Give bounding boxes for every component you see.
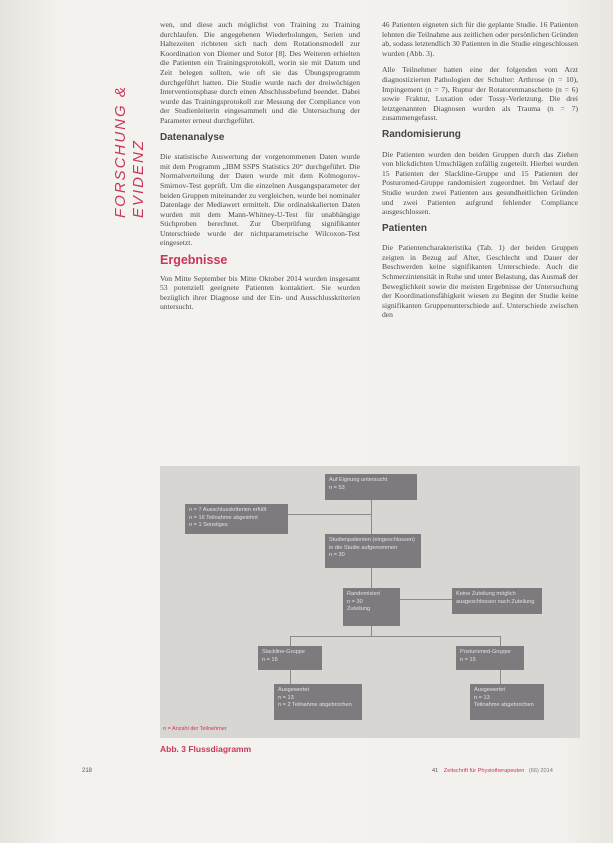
flow-box-text: n = 2 Teilnahme abgebrochen [278,702,352,709]
flowchart-panel [160,466,580,738]
journal-footer [432,768,553,774]
heading-datenanalyse: Datenanalyse [160,131,225,143]
flow-connector [288,514,372,515]
flow-box-text: in die Studie aufgenommen [329,544,398,551]
flow-box-analyzed-right [470,684,544,720]
flow-box-analyzed-left [274,684,362,720]
figure-caption: Abb. 3 Flussdiagramm [160,744,252,754]
flow-box-text: n = 15 [262,656,278,663]
paragraph: wen, und diese auch möglichst von Training zu Training durchlaufen. Die angegebenen Wiederholungen, Serien und Haltezeiten richteten sich nach dem Rotationsmodell zur Koordination von Diemer und Sutor [8]. Des Weiteren erhielten die Patienten ein Trainingsprotokoll, worin sie mit Datum und Zeit belegen sollten, wie oft sie das Übungsprogramm durchgeführt hatten. Die Studie wurde nach der dreiwöchigen Interventionsphase durch einen Abschlussbefund beendet. Dabei wurde das Trainingsprotokoll zur Messung der Compliance von der Studienleiterin eingesammelt und die Untersuchung der Parameter erneut durchgeführt. [160,20,360,125]
paragraph: 46 Patienten eigneten sich für die geplante Studie. 16 Patienten lehnten die Teilnahme aus zeitlichen oder persönlichen Gründen ab, sodass letztendlich 30 Patienten in die Studie eingeschlossen wurden (Abb. 3). [382,20,578,58]
flow-box-text: n = 30 [329,552,345,559]
flow-box-text: n = 16 Teilnahme abgelehnt [189,514,258,521]
flow-connector [290,636,500,637]
footer-page-number: 41 [432,768,439,774]
heading-ergebnisse: Ergebnisse [160,253,228,268]
right-column [382,20,578,327]
figure-note: n = Anzahl der Teilnehmer [163,726,227,732]
left-column [160,20,360,319]
flow-box-text: n = 53 [329,484,345,491]
flow-box-screened [325,474,417,500]
flow-box-randomized [343,588,400,626]
flow-box-text: n = 7 Ausschlusskriterien erfüllt [189,507,267,513]
heading-randomisierung: Randomisierung [382,128,461,140]
flow-box-text: Teilnahme abgebrochen [474,702,534,709]
flow-box-text: Ausgewertet [474,687,506,693]
flow-box-text: Zuteilung [347,606,371,613]
paragraph: Die statistische Auswertung der vorgenommenen Daten wurde mit dem Programm „IBM SSPS Statistics 20“ durchgeführt. Die Normalverteilung der Daten wurde mit dem Kolmogorov-Smirnov-Test geprüft. Um die einzelnen Ausgangsparameter der beiden Gruppen miteinander zu vergleichen, wurde bei nominaler Datenlage der Mediawert ermittelt. Die ordinalskalierten Daten wurden mit dem Mann-Whitney-U-Test für unabhängige Stichproben berechnet. Zur Überprüfung signifikanter Unterschiede wurde der nichtparametrische Wilcoxon-Test eingesetzt. [160,152,360,248]
paragraph: Alle Teilnehmer hatten eine der folgenden vom Arzt diagnostizierten Pathologien der Schulter: Arthrose (n = 10), Impingement (n = 7), Ruptur der Rotatorenmanschette (n = 6) sowie Fraktur, Luxation oder Tossy-Verletzung. Die drei letztgenannten Diagnosen wurden als Trauma (n = 7) zusammengefasst. [382,65,578,123]
flow-box-included [325,534,421,568]
section-label [112,18,152,218]
flow-box-text: n = 13 [278,694,294,701]
flow-box-text: Posturomed-Gruppe [460,649,511,655]
flow-box-group-posturomed [456,646,524,670]
flow-box-not-allocated [452,588,542,614]
flow-connector [400,599,452,600]
flow-connector [371,498,372,534]
journal-name: Zeitschrift für Physiotherapeuten [443,768,525,774]
paragraph: Die Patientencharakteristika (Tab. 1) der beiden Gruppen zeigten in Bezug auf Alter, Geschlecht und Dauer der Beschwerden keine signifikanten Unterschiede. Auch die Schmerzintensität in Ruhe und unter Belastung, das Ausmaß der Beweglichkeit sowie die meisten Ergebnisse der Untersuchung der Koordinationsfähigkeit wiesen zu Beginn der Studie keine signifikanten Gruppenunterschiede auf. Unterschiede zwischen den [382,243,578,320]
page-number: 218 [82,768,93,774]
flow-box-text: ausgeschlossen nach Zuteilung [456,598,535,605]
flow-box-text: Slackline-Gruppe [262,649,305,655]
flow-box-text: n = 15 [460,656,476,663]
flow-box-group-slackline [258,646,322,670]
flow-connector [290,636,291,646]
section-label-line-1: FORSCHUNG & [112,85,129,218]
flow-box-text: Ausgewertet [278,687,310,693]
flow-connector [500,636,501,646]
journal-issue: (66) 2014 [528,768,553,774]
flow-box-text: n = 1 Sonstiges [189,522,228,529]
flow-connector [371,626,372,636]
flow-box-text: Auf Eignung untersucht [329,477,388,483]
flow-box-text: Keine Zuteilung möglich [456,591,516,597]
flow-connector [371,568,372,588]
flow-box-text: n = 13 [474,694,490,701]
flow-box-text: Studienpatienten (eingeschlossen) [329,537,415,543]
flow-box-excluded [185,504,288,534]
heading-patienten: Patienten [382,222,428,234]
section-label-line-2: EVIDENZ [130,138,147,218]
paragraph: Die Patienten wurden den beiden Gruppen durch das Ziehen von blickdichten Umschlägen zufällig zugeteilt. Hierbei wurden 15 Patienten der Slackline-Gruppe und 15 Patienten der Posturomed-Gruppe randomisiert zugeordnet. Im Verlauf der Studie wurden zwei Patienten aus gesundheitlichen Gründen und zwei Patienten aufgrund fehlender Compliance ausgeschlossen. [382,149,578,217]
flow-box-text: Randomisiert [347,591,380,597]
flow-box-text: n = 30 [347,598,363,605]
paragraph: Von Mitte September bis Mitte Oktober 2014 wurden insgesamt 53 potenziell geeignete Patienten kontaktiert. Sie wurden bezüglich ihrer Diagnose und der Ein- und Ausschlusskriterien untersucht. [160,273,360,312]
